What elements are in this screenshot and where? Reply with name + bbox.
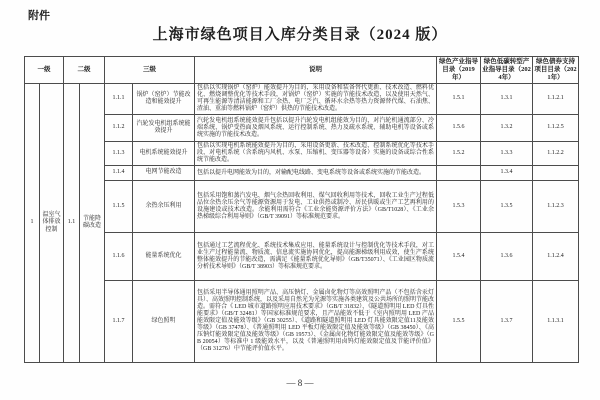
level3-name: 锅炉（窑炉）节能改造和能效提升 <box>133 84 195 115</box>
table-row <box>25 115 579 142</box>
ref-2021 <box>533 166 579 181</box>
level3-code: 1.1.6 <box>105 233 133 281</box>
level3-code: 1.1.4 <box>105 166 133 181</box>
ref-2019: 1.5.6 <box>437 115 481 142</box>
header-catalog-2024: 绿色低碳转型产业指导目录（2024年） <box>481 57 533 84</box>
header-level3: 三级 <box>105 57 195 84</box>
level1-name: 温室气体排放控制 <box>40 84 64 363</box>
table-row <box>25 142 579 166</box>
row-description: 包括以提升电网能效为目的，对输配电线路、变电系统等设备或系统实施的节能改造。 <box>195 166 437 181</box>
ref-2021: 1.1.3.1 <box>533 281 579 363</box>
row-description: 包括以实现锅炉（窑炉）能效提升为目的，采用设备和装备替代更新、技术改造、燃料优化、燃烧调整优化等技术手段，对锅炉（窑炉）实施的节能技术改造，以及使用天然气、可再生能源等清洁能源和工厂余热、电厂乏汽、循环水余热等热力资源替代煤、石油焦、渣油、重油等燃料锅炉（窑炉）供热的节能技术改造。 <box>195 84 437 115</box>
ref-2019 <box>437 166 481 181</box>
table-row <box>25 281 579 363</box>
level3-code: 1.1.5 <box>105 181 133 233</box>
level3-code: 1.1.2 <box>105 115 133 142</box>
ref-2024: 1.3.6 <box>481 233 533 281</box>
ref-2019: 1.5.2 <box>437 142 481 166</box>
ref-2021: 1.1.2.4 <box>533 233 579 281</box>
table-row <box>25 181 579 233</box>
level3-name: 电机系统能效提升 <box>133 142 195 166</box>
row-description: 包括采用饱和蒸汽发电、烟气余热回收利用、煤气回收利用等技术，回收工业生产过程低品位余热余压余气等能源资源用于发电、工业供热或制冷、居民供暖或生产工艺再利用的设施建设或技术改造。余能利用需符合《工业余能资源评价方法》（GB/T1028）、《工业余热梯级综合利用导则》（GB/T 39091）等标准规范要求。 <box>195 181 437 233</box>
ref-2019: 1.5.1 <box>437 84 481 115</box>
catalog-table <box>24 56 579 363</box>
header-description: 说明 <box>195 57 437 84</box>
header-level1: 一级 <box>25 57 64 84</box>
row-description: 包括以实现电机系统能效提升为目的，采用设备更新、技术改造、控制系统优化等技术手段，对电机系统（含系统内风机、水泵、压缩机、变压器等设备）实施的设备或综合性系统节能改造。 <box>195 142 437 166</box>
ref-2024: 1.3.4 <box>481 166 533 181</box>
table-row <box>25 84 579 115</box>
ref-2021: 1.1.2.5 <box>533 115 579 142</box>
level1-code: 1 <box>25 84 40 363</box>
level2-name: 节能降碳改造 <box>80 84 105 363</box>
level3-code: 1.1.1 <box>105 84 133 115</box>
ref-2024: 1.3.5 <box>481 181 533 233</box>
ref-2021: 1.1.2.3 <box>533 181 579 233</box>
ref-2019: 1.5.5 <box>437 281 481 363</box>
table-row <box>25 166 579 181</box>
ref-2024: 1.3.3 <box>481 142 533 166</box>
ref-2024: 1.3.1 <box>481 84 533 115</box>
level3-name: 绿色照明 <box>133 281 195 363</box>
header-level2: 二级 <box>64 57 105 84</box>
header-catalog-2019: 绿色产业指导目录（2019年） <box>437 57 481 84</box>
table-row <box>25 233 579 281</box>
level3-name: 电网节能改造 <box>133 166 195 181</box>
level3-name: 汽轮发电机组系统能效提升 <box>133 115 195 142</box>
level3-code: 1.1.7 <box>105 281 133 363</box>
header-catalog-2021: 绿色债券支持项目目录（2021年） <box>533 57 579 84</box>
ref-2024: 1.3.7 <box>481 281 533 363</box>
level3-name: 能量系统优化 <box>133 233 195 281</box>
attachment-label: 附件 <box>28 10 50 22</box>
row-description: 包括通过工艺流程优化、系统技术集成应用、能量系统设计与控制优化等技术手段，对工业生产过程能量流、物质流、信息流实施协同优化，提高能源梯级利用成效，使生产系统整体能效提升的节能改造，需满足《能量系统优化导则》（GB/T35071）、《工业园区物质流分析技术导则》（GB/T 38903）等标准规范要求。 <box>195 233 437 281</box>
page-title: 上海市绿色项目入库分类目录（2024 版） <box>152 27 448 43</box>
page-number: — 8 — <box>286 378 314 388</box>
ref-2019: 1.5.4 <box>437 233 481 281</box>
table-header-row <box>25 57 579 84</box>
level2-code: 1.1 <box>64 84 80 363</box>
ref-2019: 1.5.3 <box>437 181 481 233</box>
ref-2021: 1.1.2.1 <box>533 84 579 115</box>
row-description: 包括采用半导体通用照明产品、高压钠灯、金属卤化物灯等高效照明产品（不包括含汞灯具）、高效照明控制系统，以及采用自然光为光源等实施各类建筑及公共场所的照明节能改造。需符合《 LED 城市道路照明应用技术要求》（GB/T 31832）、《隧道照明用 LED 灯具性能要求》（GB/T 32481）等国家标准规范要求，且产品能效不低于《室内照明用 LED 产品能效限定值及能效等级》（GB 30255）、《道路和隧道照明用 LED 灯具能效限定值11及能效等级》（GB 37478）、《普通照明用 LED 平板灯能效限定值及能效等级》（GB 38450）、《高压钠灯能效限定值及能效等级》（GB 19573）、《金属卤化物灯能效限定值及能效等级》（GB 20054）等标准中 1 级能效水平，以及《普通照明用卤钨灯能效限定值及节能评价值》（GB 31276）中节能评价值水平。 <box>195 281 437 363</box>
row-description: 汽轮发电机组系统能效提升包括以提升汽轮发电机组能效为目的，对汽轮机通流部分、冷端系统、锅炉受热面及烟风系统、运行控制系统、热力及疏水系统、辅助电机等设备或系统实施的节能技术改造。 <box>195 115 437 142</box>
ref-2021: 1.1.2.2 <box>533 142 579 166</box>
level3-code: 1.1.3 <box>105 142 133 166</box>
level3-name: 余热余压利用 <box>133 181 195 233</box>
ref-2024: 1.3.2 <box>481 115 533 142</box>
